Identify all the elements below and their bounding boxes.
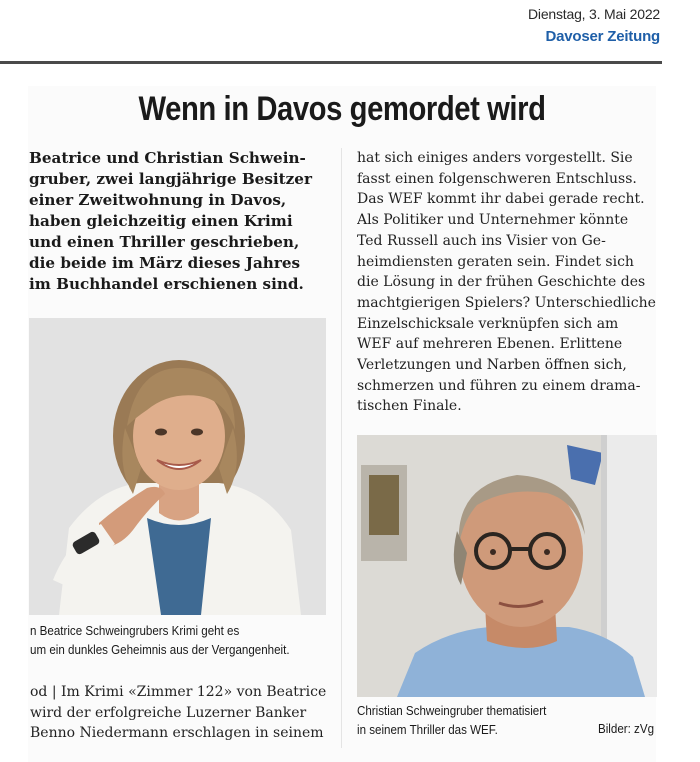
- portrait-photo-beatrice: [29, 318, 326, 615]
- masthead-rule: [0, 61, 662, 64]
- photo-caption-beatrice: [30, 622, 290, 660]
- caption-line: um ein dunkles Geheimnis aus der Vergangenheit.: [30, 643, 290, 657]
- left-column-text: [30, 682, 326, 744]
- body-line: hat sich einiges anders vorgestellt. Sie: [357, 150, 633, 166]
- body-line: Benno Niedermann erschlagen in seinem: [30, 725, 324, 741]
- right-column-text: [357, 148, 657, 417]
- body-line: Das WEF kommt ihr dabei gerade recht.: [357, 191, 645, 208]
- masthead: [0, 0, 700, 62]
- photo-caption-christian: [357, 702, 546, 740]
- lead-line: gruber, zwei langjährige Besitzer: [29, 170, 312, 188]
- body-line: Verletzungen und Narben öffnen sich,: [357, 357, 627, 374]
- body-line: Einzelschicksale verknüpfen sich am: [357, 315, 619, 332]
- article-headline: Wenn in Davos gemordet wird: [138, 90, 546, 128]
- body-line: fasst einen folgenschweren Entschluss.: [357, 170, 637, 187]
- lead-line: und einen Thriller geschrieben,: [29, 233, 300, 251]
- lead-line: die beide im März dieses Jahres: [29, 254, 301, 272]
- caption-line: n Beatrice Schweingrubers Krimi geht es: [30, 624, 240, 638]
- body-line: od | Im Krimi «Zimmer 122» von Beatrice: [30, 684, 326, 700]
- body-line: schmerzen und führen zu einem drama-: [357, 377, 641, 394]
- newspaper-name: Davoser Zeitung: [545, 28, 660, 45]
- portrait-photo-christian: [357, 435, 657, 697]
- lead-line: haben gleichzeitig einen Krimi: [29, 212, 293, 230]
- column-divider: [341, 148, 342, 748]
- body-line: machtgierigen Spielers? Unterschiedliche: [357, 294, 656, 311]
- lead-line: einer Zweitwohnung in Davos,: [29, 191, 287, 209]
- body-line: Als Politiker und Unternehmer könnte: [357, 212, 629, 229]
- body-line: heimdiensten geraten sein. Findet sich: [357, 253, 634, 270]
- body-line: Ted Russell auch ins Visier von Ge-: [357, 232, 606, 249]
- caption-line: Christian Schweingruber thematisiert: [357, 704, 547, 718]
- photo-credit: Bilder: zVg: [598, 722, 655, 736]
- lead-line: im Buchhandel erschienen sind.: [29, 275, 304, 293]
- body-line: tischen Finale.: [357, 398, 462, 415]
- body-line: die Lösung in der frühen Geschichte des: [357, 274, 646, 291]
- caption-line: in seinem Thriller das WEF.: [357, 723, 498, 737]
- issue-date: Dienstag, 3. Mai 2022: [528, 6, 660, 22]
- body-line: WEF auf mehreren Ebenen. Erlittene: [357, 336, 623, 353]
- lead-line: Beatrice und Christian Schwein-: [29, 149, 306, 167]
- body-line: wird der erfolgreiche Luzerner Banker: [30, 704, 307, 721]
- article-lead: [29, 148, 329, 295]
